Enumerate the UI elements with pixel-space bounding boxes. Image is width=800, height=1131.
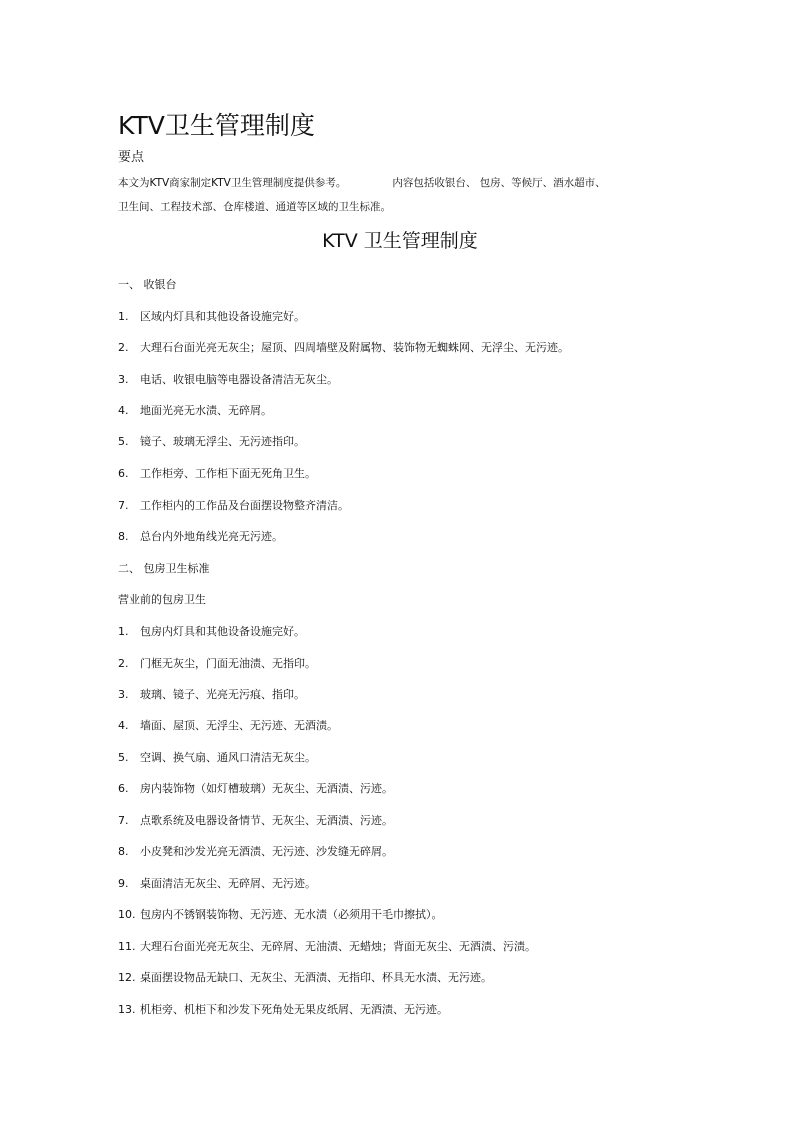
item-text: 镜子、玻璃无浮尘、无污迹指印。 (140, 435, 305, 448)
item-number: 9. (118, 877, 129, 890)
list-item (118, 749, 316, 765)
abstract-line-1 (118, 175, 606, 190)
item-number: 3. (118, 688, 129, 701)
item-text: 地面光亮无水渍、无碎屑。 (140, 404, 272, 417)
list-item (118, 655, 316, 671)
item-number: 1. (118, 310, 129, 323)
item-number: 13. (118, 1003, 136, 1016)
item-number: 5. (118, 435, 129, 448)
item-number: 5. (118, 751, 129, 764)
item-number: 4. (118, 404, 129, 417)
item-text: 区域内灯具和其他设备设施完好。 (140, 310, 305, 323)
document-title: KTV卫生管理制度 (118, 111, 315, 140)
item-text: 大理石台面光亮无灰尘、无碎屑、无油渍、无蜡烛；背面无灰尘、无酒渍、污渍。 (140, 940, 536, 953)
item-text: 工作柜内的工作品及台面摆设物整齐清洁。 (140, 499, 349, 512)
item-number: 6. (118, 782, 129, 795)
item-text: 总台内外地角线光亮无污迹。 (140, 530, 283, 543)
item-number: 2. (118, 657, 129, 670)
list-item (118, 371, 338, 387)
list-item (118, 308, 305, 324)
item-number: 2. (118, 341, 129, 354)
item-text: 点歌系统及电器设备情节、无灰尘、无酒渍、污迹。 (140, 814, 393, 827)
item-text: 大理石台面光亮无灰尘；屋顶、四周墙壁及附属物、装饰物无蜘蛛网、无浮尘、无污迹。 (140, 341, 569, 354)
list-item (118, 528, 283, 544)
list-item (118, 433, 305, 449)
abstract-line-1-part-2: 内容包括收银台、 包房、等候厅、酒水超市、 (392, 177, 606, 189)
list-item (118, 1001, 448, 1017)
item-number: 6. (118, 467, 129, 480)
list-item (118, 339, 569, 355)
item-text: 包房内灯具和其他设备设施完好。 (140, 625, 305, 638)
list-item (118, 875, 316, 891)
item-number: 7. (118, 499, 129, 512)
list-item (118, 969, 492, 985)
list-item (118, 780, 393, 796)
key-points-label: 要点 (118, 150, 145, 165)
list-item (118, 843, 393, 859)
item-text: 桌面清洁无灰尘、无碎屑、无污迹。 (140, 877, 316, 890)
item-text: 墙面、屋顶、无浮尘、无污迹、无酒渍。 (140, 719, 338, 732)
list-item (118, 465, 316, 481)
item-number: 8. (118, 530, 129, 543)
item-text: 工作柜旁、工作柜下面无死角卫生。 (140, 467, 316, 480)
item-text: 门框无灰尘，门面无油渍、无指印。 (140, 657, 316, 670)
item-number: 1. (118, 625, 129, 638)
item-text: 房内装饰物（如灯槽玻璃）无灰尘、无酒渍、污迹。 (140, 782, 393, 795)
item-text: 包房内不锈钢装饰物、无污迹、无水渍（必须用干毛巾擦拭）。 (140, 908, 443, 921)
item-number: 12. (118, 971, 136, 984)
section-heading-private-room: 二、 包房卫生标准 (118, 562, 210, 575)
center-title: KTV 卫生管理制度 (322, 230, 478, 252)
item-number: 10. (118, 908, 136, 921)
abstract-line-2: 卫生间、工程技术部、仓库楼道、通道等区域的卫生标准。 (118, 201, 391, 213)
item-number: 3. (118, 373, 129, 386)
section-heading-cashier: 一、 收银台 (118, 278, 177, 291)
item-text: 玻璃、镜子、光亮无污痕、指印。 (140, 688, 305, 701)
list-item (118, 623, 305, 639)
item-text: 电话、收银电脑等电器设备清洁无灰尘。 (140, 373, 338, 386)
list-item (118, 717, 338, 733)
list-item (118, 686, 305, 702)
item-number: 4. (118, 719, 129, 732)
list-item (118, 402, 272, 418)
item-number: 7. (118, 814, 129, 827)
list-item (118, 906, 443, 922)
list-item (118, 938, 536, 954)
item-text: 空调、换气扇、通风口清洁无灰尘。 (140, 751, 316, 764)
subheading-pre-opening: 营业前的包房卫生 (118, 593, 206, 606)
abstract-line-1-part-1: 本文为KTV商家制定KTV卫生管理制度提供参考。 (118, 177, 347, 189)
list-item (118, 812, 393, 828)
item-text: 小皮凳和沙发光亮无酒渍、无污迹、沙发缝无碎屑。 (140, 845, 393, 858)
item-number: 8. (118, 845, 129, 858)
item-text: 机柜旁、机柜下和沙发下死角处无果皮纸屑、无酒渍、无污迹。 (140, 1003, 448, 1016)
item-text: 桌面摆设物品无缺口、无灰尘、无酒渍、无指印、杯具无水渍、无污迹。 (140, 971, 492, 984)
list-item (118, 497, 349, 513)
item-number: 11. (118, 940, 136, 953)
